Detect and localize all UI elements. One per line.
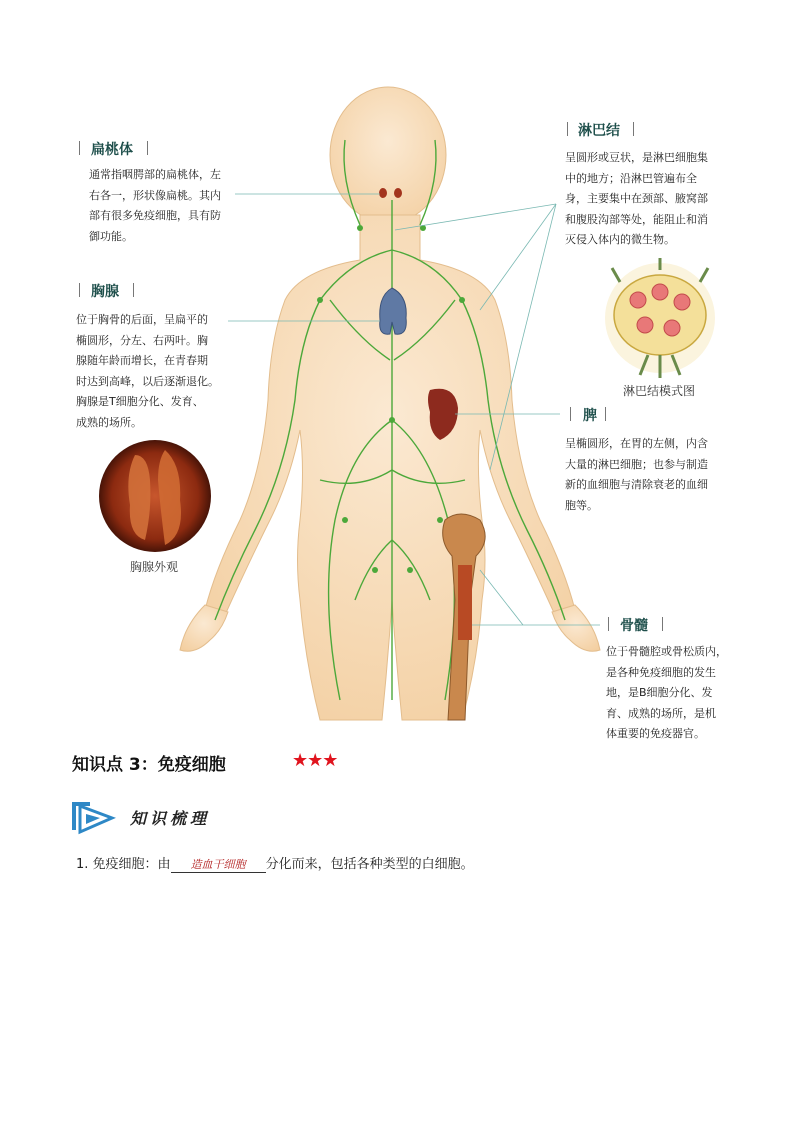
thymus-description: 位于胸骨的后面，呈扁平的 椭圆形，分左、右两叶。胸 腺随年龄而增长，在青春期 时达到高峰，以后逐渐退化。 胸腺是T细胞分化、发育、 成熟的场所。 (76, 313, 219, 429)
answer-blank: 造血干细胞 (171, 856, 266, 873)
question-prefix: 免疫细胞：由 (92, 857, 171, 872)
section-label: 知识梳理 (130, 809, 211, 828)
thymus-title: 胸腺 (91, 284, 119, 300)
thymus-title-bar (79, 283, 80, 297)
thymus-photo (99, 440, 211, 552)
question-number: 1. (76, 857, 89, 872)
thymus-photo-caption: 胸腺外观 (130, 560, 179, 574)
difficulty-stars: ★★★ (292, 750, 338, 771)
tonsil-title-bar-right (147, 141, 148, 155)
lymph-node-model (605, 258, 715, 378)
section-play-icon (70, 800, 116, 836)
spleen-title-bar-right (605, 407, 606, 421)
question-suffix: 分化而来，包括各种类型的白细胞。 (265, 857, 474, 872)
question-1 (76, 853, 474, 873)
spleen-title-bar (570, 407, 571, 421)
lymph-node-title: 淋巴结 (578, 123, 620, 139)
lymph-node-title-bar (567, 122, 568, 136)
knowledge-point-title: 知识点 3：免疫细胞 (72, 755, 226, 775)
tonsil-title-bar (79, 141, 80, 155)
lymph-node-description: 呈圆形或豆状，是淋巴细胞集 中的地方；沿淋巴管遍布全 身，主要集中在颈部、腋窝部 和腹股沟部等处，能阻止和消 灭侵入体内的微生物。 (565, 151, 708, 246)
tonsil-description: 通常指咽腭部的扁桃体，左 右各一，形状像扁桃。其内 部有很多免疫细胞，具有防 御功能。 (89, 168, 221, 243)
thymus-title-bar-right (133, 283, 134, 297)
bone-marrow-title-bar (608, 617, 609, 631)
tonsil-title: 扁桃体 (91, 142, 133, 158)
spleen-title: 脾 (583, 408, 597, 424)
spleen-description: 呈椭圆形，在胃的左侧，内含 大量的淋巴细胞；也参与制造 新的血细胞与清除衰老的血细 胞等。 (565, 437, 708, 512)
bone-marrow-title-bar-right (662, 617, 663, 631)
bone-marrow-description: 位于骨髓腔或骨松质内， 是各种免疫细胞的发生 地，是B细胞分化、发 育、成熟的场所，是机 体重要的免疫器官。 (606, 645, 727, 740)
lymph-node-title-bar-right (633, 122, 634, 136)
bone-marrow-title: 骨髓 (620, 618, 648, 634)
lymph-node-model-caption: 淋巴结模式图 (623, 384, 696, 398)
